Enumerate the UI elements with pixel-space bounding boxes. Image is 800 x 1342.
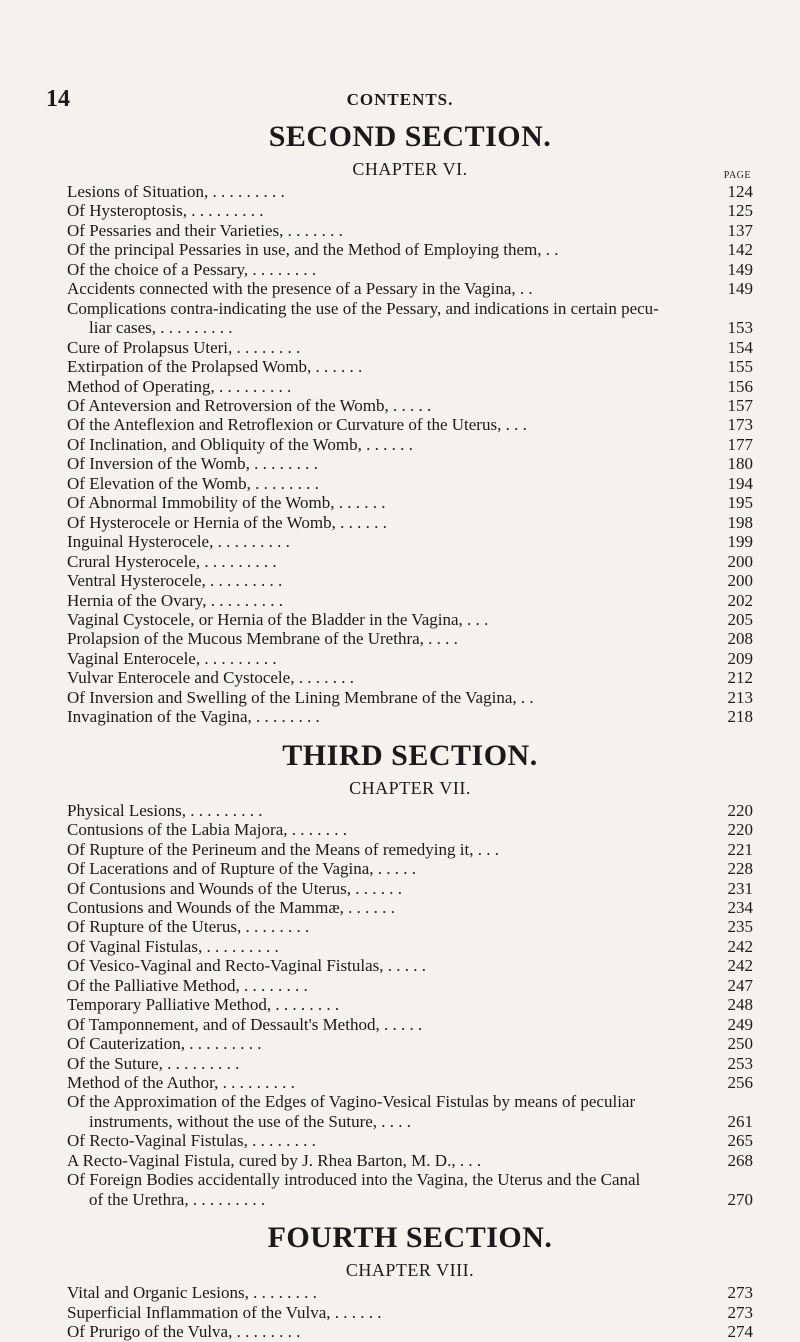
toc-entry: Contusions of the Labia Majora, . . . . . . . 220 [67, 820, 753, 840]
toc-entry: Of the Suture, . . . . . . . . . 253 [67, 1053, 753, 1073]
toc-entry: Of Cauterization, . . . . . . . . . 250 [67, 1034, 753, 1054]
section-fourth [67, 1219, 753, 1341]
toc-entry: Of the choice of a Pessary, . . . . . . . . 149 [67, 259, 753, 279]
running-title: CONTENTS. [346, 90, 454, 109]
toc-entry: Method of Operating, . . . . . . . . . 156 [67, 376, 753, 396]
toc-entry: Physical Lesions, . . . . . . . . . 220 [67, 800, 753, 820]
toc-entry: Of the Approximation of the Edges of Vagino-Vesical Fistulas by means of peculiar instruments, without the use of the Suture, . . . . 261 [67, 1092, 753, 1131]
toc-entry: Inguinal Hysterocele, . . . . . . . . . 199 [67, 532, 753, 552]
chapter-title: CHAPTER VII. [349, 777, 471, 798]
toc-entry: Of Recto-Vaginal Fistulas, . . . . . . . . 265 [67, 1131, 753, 1151]
toc-entry: Of Pessaries and their Varieties, . . . . . . . 137 [67, 220, 753, 240]
toc-entry: Method of the Author, . . . . . . . . . 256 [67, 1073, 753, 1093]
toc-entry: Complications contra-indicating the use of the Pessary, and indications in certain pecu- liar cases, . . . . . . . . . 153 [67, 298, 753, 338]
toc-entry: Vital and Organic Lesions, . . . . . . . . 273 [67, 1283, 753, 1303]
toc-entry: Vaginal Cystocele, or Hernia of the Bladder in the Vagina, . . . 205 [67, 609, 753, 629]
entry-list [67, 801, 753, 1210]
toc-entry: Prolapsion of the Mucous Membrane of the Urethra, . . . . 208 [67, 629, 753, 649]
chapter-title: CHAPTER VIII. [345, 1260, 475, 1281]
toc-entry: Of the Palliative Method, . . . . . . . . 247 [67, 975, 753, 995]
toc-entry: Of Hysterocele or Hernia of the Womb, . . . . . . 198 [67, 512, 753, 532]
toc-entry: Lesions of Situation, . . . . . . . . . 124 [67, 182, 753, 201]
toc-entry: Invagination of the Vagina, . . . . . . . . 218 [67, 707, 753, 727]
toc-entry: Hernia of the Ovary, . . . . . . . . . 202 [67, 590, 753, 610]
toc-entry: Vulvar Enterocele and Cystocele, . . . . . . . 212 [67, 668, 753, 688]
toc-entry: Of Anteversion and Retroversion of the Womb, . . . . . 157 [67, 395, 753, 415]
section-third [67, 737, 753, 1210]
entry-list [67, 182, 753, 727]
page-number: 14 [46, 86, 70, 112]
toc-entry: Temporary Palliative Method, . . . . . . . . 248 [67, 995, 753, 1015]
chapter-title: CHAPTER VI. [352, 159, 468, 179]
toc-entry: Of the Anteflexion and Retroflexion or Curvature of the Uterus, . . . 173 [67, 415, 753, 435]
entry-list [67, 1283, 753, 1341]
toc-entry: Ventral Hysterocele, . . . . . . . . . 200 [67, 571, 753, 591]
toc-entry: Of Prurigo of the Vulva, . . . . . . . . 274 [67, 1322, 753, 1342]
toc-entry: Contusions and Wounds of the Mammæ, . . . . . . 234 [67, 897, 753, 917]
toc-entry: Of Lacerations and of Rupture of the Vagina, . . . . . 228 [67, 859, 753, 879]
toc-entry: Of the principal Pessaries in use, and the Method of Employing them, . . 142 [67, 240, 753, 260]
toc-entry: Extirpation of the Prolapsed Womb, . . . . . . 155 [67, 357, 753, 377]
section-second [67, 118, 753, 727]
toc-entry: Of Inclination, and Obliquity of the Womb, . . . . . . 177 [67, 434, 753, 454]
toc-entry: Of Foreign Bodies accidentally introduced into the Vagina, the Uterus and the Canal of the Urethra, . . . . . . . . . 270 [67, 1170, 753, 1209]
toc-entry: Of Inversion of the Womb, . . . . . . . . 180 [67, 454, 753, 474]
toc-entry: Of Abnormal Immobility of the Womb, . . . . . . 195 [67, 493, 753, 513]
toc-entry: Of Hysteroptosis, . . . . . . . . . 125 [67, 201, 753, 221]
toc-entry: Vaginal Enterocele, . . . . . . . . . 209 [67, 648, 753, 668]
toc-entry: Of Inversion and Swelling of the Lining Membrane of the Vagina, . . 213 [67, 687, 753, 707]
table-of-contents [67, 118, 753, 1342]
toc-entry: Of Vaginal Fistulas, . . . . . . . . . 242 [67, 936, 753, 956]
toc-entry: Cure of Prolapsus Uteri, . . . . . . . . 154 [67, 337, 753, 357]
toc-entry: Of Rupture of the Perineum and the Means of remedying it, . . . 221 [67, 839, 753, 859]
toc-entry: Of Vesico-Vaginal and Recto-Vaginal Fistulas, . . . . . 242 [67, 956, 753, 976]
toc-entry: Of Contusions and Wounds of the Uterus, . . . . . . 231 [67, 878, 753, 898]
page-column-label: PAGE [723, 170, 751, 181]
toc-entry: Accidents connected with the presence of a Pessary in the Vagina, . . 149 [67, 279, 753, 299]
section-title: SECOND SECTION. [268, 120, 552, 153]
section-title: FOURTH SECTION. [267, 1221, 553, 1255]
toc-entry: Of Rupture of the Uterus, . . . . . . . . 235 [67, 917, 753, 937]
toc-entry: Of Tamponnement, and of Dessault's Method, . . . . . 249 [67, 1014, 753, 1034]
toc-entry: Superficial Inflammation of the Vulva, . . . . . . 273 [67, 1302, 753, 1322]
toc-entry: A Recto-Vaginal Fistula, cured by J. Rhea Barton, M. D., . . . 268 [67, 1150, 753, 1170]
section-title: THIRD SECTION. [282, 738, 538, 772]
running-head [46, 86, 754, 110]
toc-entry: Crural Hysterocele, . . . . . . . . . 200 [67, 551, 753, 571]
toc-entry: Of Elevation of the Womb, . . . . . . . . 194 [67, 473, 753, 493]
